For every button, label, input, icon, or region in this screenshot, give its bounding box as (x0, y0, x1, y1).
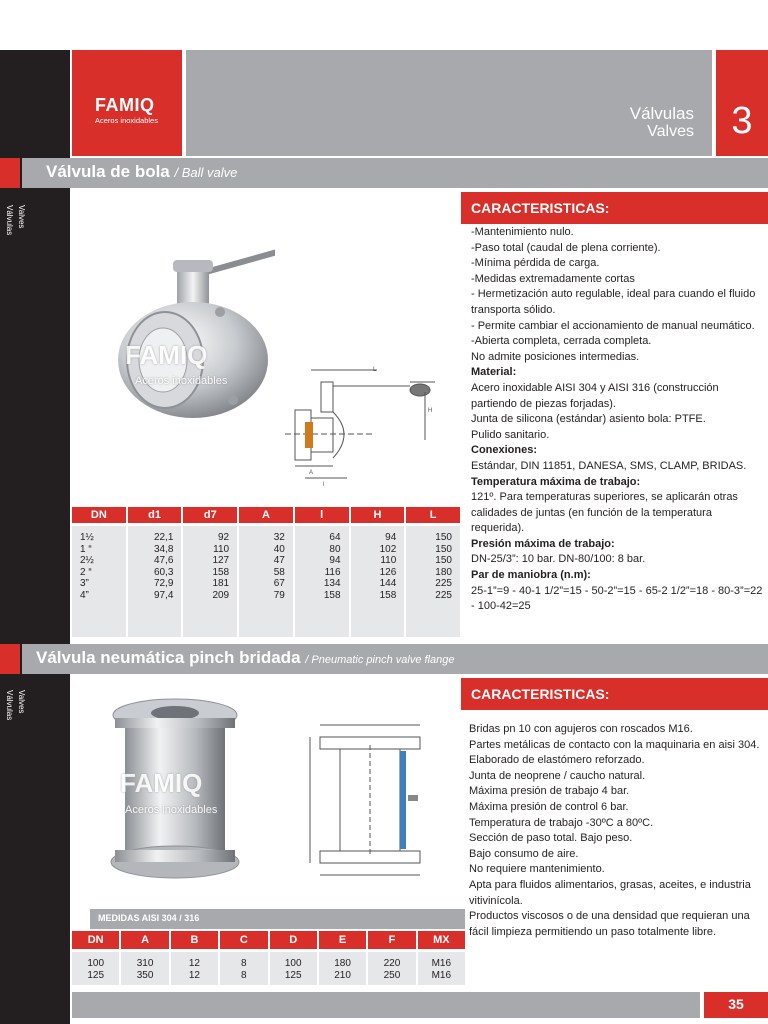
char-line: Sección de paso total. Bajo peso. (469, 832, 633, 845)
table-cell: 8 (241, 958, 247, 969)
category-title-es: Válvulas (629, 104, 694, 123)
section1-title (46, 162, 237, 182)
section2-red-tab (0, 644, 20, 674)
table-cell: 116 (324, 566, 341, 578)
section2-watermark: FAMIQ (120, 768, 203, 798)
table-cell: 150 (435, 532, 452, 543)
char-heading: Presión máxima de trabajo: (471, 537, 615, 550)
char-line: Junta de silicona (estándar) asiento bola: PTFE. (471, 413, 706, 426)
table-column (418, 952, 465, 985)
section2-title-text: Válvula neumática pinch bridada (36, 648, 301, 667)
table-cell: 94 (329, 555, 341, 566)
char-line: -Mantenimiento nulo. (471, 226, 574, 238)
char-line: -Medidas extremadamente cortas (471, 272, 635, 285)
sidebar-label-es: Válvulas (5, 205, 14, 236)
table-cell: M16 (431, 969, 452, 981)
table-column (295, 526, 349, 637)
char-heading: Par de maniobra (n.m): (471, 569, 591, 582)
table-column (183, 526, 237, 637)
table-cell: 158 (212, 566, 230, 578)
char-line: - Permite cambiar el accionamiento de manual neumático. (471, 319, 755, 332)
char-line: Productos viscosos o de una densidad que requieran una fácil limpieza permitiendo un paso totalmente libre. (469, 910, 750, 938)
table-cell: 110 (213, 543, 230, 555)
section2-title (36, 648, 454, 668)
left-spine (0, 50, 70, 1024)
table-cell: 34,8 (153, 543, 174, 555)
section1-dimensions-table (72, 507, 460, 637)
table-cell: 80 (329, 543, 341, 555)
table-cell: 3” (80, 578, 89, 589)
brand-tagline: Aceros inoxidables (95, 116, 158, 125)
table-cell: 94 (385, 532, 397, 543)
char-line: DN-25/3”: 10 bar. DN-80/100: 8 bar. (471, 553, 646, 566)
table-cell: 47,6 (153, 555, 174, 566)
char-heading: Temperatura máxima de trabajo: (471, 475, 641, 488)
table-cell: 100 (284, 958, 302, 969)
char-line: Acero inoxidable AISI 304 y AISI 316 (construcción partiendo de piezas forjadas). (471, 381, 719, 410)
table-header-cell: DN (72, 931, 119, 949)
char-line: Bajo consumo de aire. (469, 847, 579, 860)
section2-table-caption: MEDIDAS AISI 304 / 316 (90, 909, 465, 929)
char-line: -Mínima pérdida de carga. (471, 257, 600, 270)
footer-bar (72, 992, 700, 1018)
char-line: Bridas pn 10 con agujeros con roscados M16. (469, 723, 693, 735)
char-line: No admite posiciones intermedias. (471, 350, 640, 363)
ball-valve-drawing (275, 362, 450, 492)
table-header-cell: d7 (183, 507, 237, 523)
section1-watermark: FAMIQ (125, 340, 208, 370)
table-cell: M16 (431, 958, 452, 969)
table-cell: 225 (435, 589, 452, 601)
svg-text:H: H (428, 408, 433, 414)
char-line: -Abierta completa, cerrada completa. (471, 335, 652, 348)
char-line: Apta para fluidos alimentarios, grasas, aceites, e industria vitivinícola. (469, 878, 751, 907)
table-column (220, 952, 267, 985)
table-cell: 125 (284, 969, 302, 981)
sidebar-label-en: Valves (17, 205, 26, 229)
char-line: Junta de neoprene / caucho natural. (469, 769, 646, 782)
char-line: Partes metálicas de contacto con la maquinaria en aisi 304. (469, 738, 760, 751)
section1-title-text: Válvula de bola (46, 162, 170, 181)
table-cell: 47 (273, 555, 285, 566)
ball-valve-photo (105, 220, 275, 420)
table-cell: 310 (136, 958, 154, 969)
table-header-cell: F (368, 931, 415, 949)
table-cell: 100 (87, 958, 105, 969)
char-line: Máxima presión de control 6 bar. (469, 800, 629, 813)
char-heading: Material: (471, 366, 517, 379)
char-line: Pulido sanitario. (471, 428, 550, 441)
table-header-cell: A (121, 931, 168, 949)
table-column (270, 952, 317, 985)
table-column (239, 526, 293, 637)
table-cell: 180 (334, 958, 351, 969)
table-header-cell: D (270, 931, 317, 949)
sidebar2-label-es: Válvulas (5, 690, 14, 721)
char-line: 25-1”=9 - 40-1 1/2”=15 - 50-2”=15 - 65-2 1/2”=18 - 80-3”=22 - 100-42=25 (471, 584, 763, 613)
table-cell: 181 (212, 578, 230, 589)
brand-logo: FAMIQ (95, 95, 155, 115)
table-cell: 22,1 (153, 532, 174, 543)
sidebar2-label-en: Valves (17, 690, 26, 714)
table-column (319, 952, 366, 985)
table-header-cell: MX (418, 931, 465, 949)
svg-text:A: A (309, 470, 314, 476)
table-header-cell: DN (72, 507, 126, 523)
table-column (171, 952, 218, 985)
table-cell: 126 (379, 566, 397, 578)
pinch-valve-drawing (300, 715, 430, 885)
svg-text:L: L (373, 367, 377, 373)
table-header-cell: d1 (128, 507, 182, 523)
table-cell: 225 (435, 578, 452, 589)
table-cell: 2 “ (80, 566, 92, 578)
section1-char-list (471, 225, 763, 615)
table-column (368, 952, 415, 985)
table-cell: 350 (136, 969, 154, 981)
table-cell: 79 (273, 589, 285, 601)
table-header-cell: H (351, 507, 405, 523)
table-cell: 58 (273, 566, 285, 578)
table-cell: 2½ (80, 555, 94, 566)
table-cell: 150 (435, 555, 452, 566)
table-header-cell: E (319, 931, 366, 949)
char-line: Temperatura de trabajo -30ºC a 80ºC. (469, 816, 654, 829)
table-column (121, 952, 168, 985)
table-cell: 220 (383, 958, 401, 969)
table-cell: 4” (80, 589, 89, 601)
section1-red-tab (0, 158, 20, 188)
section1-watermark-sub: Aceros inoxidables (135, 375, 228, 387)
svg-text:l: l (323, 482, 325, 488)
section2-watermark-sub: Aceros inoxidables (125, 804, 218, 816)
char-line: - Hermetización auto regulable, ideal para cuando el fluido transporta sólido. (471, 288, 756, 316)
table-cell: 72,9 (153, 578, 174, 589)
section2-char-header: CARACTERISTICAS: (461, 678, 768, 710)
table-header-cell: B (171, 931, 218, 949)
char-line: Estándar, DIN 11851, DANESA, SMS, CLAMP, BRIDAS. (471, 459, 747, 472)
char-heading: Conexiones: (471, 444, 538, 457)
table-cell: 12 (188, 969, 200, 981)
char-line: 121º. Para temperaturas superiores, se aplicarán otras calidades de juntas (en función de la temperatura requerida). (471, 491, 738, 535)
table-column (351, 526, 405, 637)
table-cell: 209 (212, 589, 230, 601)
chapter-number: 3 (731, 100, 753, 142)
table-cell: 127 (212, 555, 230, 566)
table-header-cell: L (406, 507, 460, 523)
table-cell: 110 (380, 555, 397, 566)
table-column (406, 526, 460, 637)
table-column (72, 952, 119, 985)
table-cell: 64 (329, 532, 341, 543)
section2-dimensions-table (72, 931, 465, 985)
table-cell: 40 (273, 543, 285, 555)
char-line: -Paso total (caudal de plena corriente). (471, 241, 661, 254)
char-line: Máxima presión de trabajo 4 bar. (469, 785, 630, 798)
section2-char-list (469, 722, 765, 940)
table-cell: 210 (334, 969, 351, 981)
table-cell: 1 “ (80, 543, 92, 555)
table-cell: 60,3 (153, 566, 174, 578)
table-cell: 97,4 (153, 589, 174, 601)
table-header-cell: l (295, 507, 349, 523)
table-cell: 92 (218, 532, 230, 543)
category-title-en: Valves (647, 123, 694, 140)
table-cell: 8 (241, 969, 247, 981)
table-cell: 180 (435, 566, 452, 578)
page-number: 35 (728, 996, 744, 1012)
table-cell: 134 (323, 578, 341, 589)
header-bar (186, 50, 712, 156)
char-line: No requiere mantenimiento. (469, 863, 605, 876)
table-cell: 102 (379, 543, 397, 555)
table-cell: 125 (87, 969, 105, 981)
table-cell: 158 (379, 589, 397, 601)
section2-subtitle: / Pneumatic pinch valve flange (305, 654, 455, 666)
table-column (72, 526, 126, 637)
table-column (128, 526, 182, 637)
table-header-cell: A (239, 507, 293, 523)
char-line: Elaborado de elastómero reforzado. (469, 754, 645, 767)
table-cell: 144 (379, 578, 397, 589)
table-cell: 150 (435, 543, 452, 555)
section1-char-header: CARACTERISTICAS: (461, 192, 768, 224)
table-cell: 250 (383, 969, 401, 981)
table-cell: 67 (273, 578, 285, 589)
table-cell: 1½ (80, 532, 94, 543)
table-cell: 32 (273, 532, 285, 543)
table-cell: 12 (188, 958, 200, 969)
section1-subtitle: / Ball valve (174, 165, 238, 180)
table-header-cell: C (220, 931, 267, 949)
table-cell: 158 (323, 589, 341, 601)
